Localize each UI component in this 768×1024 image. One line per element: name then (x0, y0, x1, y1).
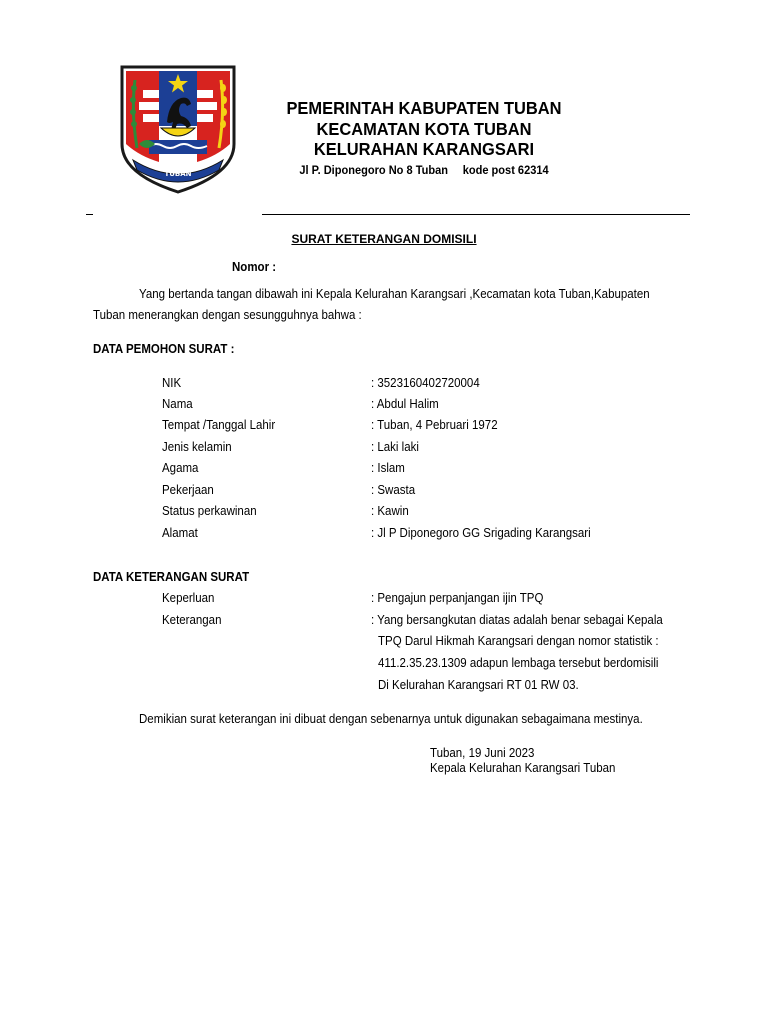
field-value: : Abdul Halim (371, 397, 439, 411)
remark-line-4: Di Kelurahan Karangsari RT 01 RW 03. (378, 678, 579, 692)
emblem-ribbon-text: TUBAN (164, 170, 192, 178)
field-value: : Swasta (371, 483, 416, 497)
letterhead-address: Jl P. Diponegoro No 8 Tuban (299, 162, 449, 177)
field-label: Agama (162, 461, 199, 475)
separator-short (86, 214, 93, 215)
field-value: : Laki laki (371, 440, 419, 454)
field-label: Jenis kelamin (162, 440, 232, 454)
letterhead-village: KELURAHAN KARANGSARI (313, 139, 535, 159)
details-section-title: DATA KETERANGAN SURAT (93, 570, 250, 584)
letterhead-district: KECAMATAN KOTA TUBAN (316, 118, 532, 139)
field-label: Pekerjaan (162, 483, 214, 497)
field-label: Tempat /Tanggal Lahir (162, 418, 276, 432)
remark-line-2: TPQ Darul Hikmah Karangsari dengan nomor statistik : (378, 634, 659, 648)
purpose-value: : Pengajun perpanjangan ijin TPQ (371, 591, 544, 605)
field-label: Nama (162, 397, 193, 411)
field-value: : Islam (371, 461, 405, 475)
letterhead-address-line (277, 163, 571, 177)
remark-label: Keterangan (162, 613, 222, 627)
tuban-emblem-logo (119, 62, 237, 194)
field-value: : Tuban, 4 Pebruari 1972 (371, 418, 498, 432)
applicant-section-title: DATA PEMOHON SURAT : (93, 342, 235, 356)
signature-date: Tuban, 19 Juni 2023 (430, 746, 535, 760)
intro-line-1: Yang bertanda tangan dibawah ini Kepala Kelurahan Karangsari ,Kecamatan kota Tuban,Kabupaten (139, 287, 650, 301)
letterhead (264, 98, 584, 177)
separator-line (262, 214, 690, 215)
field-label: Status perkawinan (162, 504, 257, 518)
field-value: : Jl P Diponegoro GG Srigading Karangsari (371, 526, 591, 540)
letter-title: SURAT KETERANGAN DOMISILI (291, 232, 477, 246)
field-label: NIK (162, 376, 182, 390)
field-value: : Kawin (371, 504, 409, 518)
purpose-label: Keperluan (162, 591, 215, 605)
letter-number-label: Nomor : (232, 260, 277, 274)
field-value: : 3523160402720004 (371, 376, 480, 390)
closing-statement: Demikian surat keterangan ini dibuat dengan sebenarnya untuk digunakan sebagaimana mestinya. (139, 712, 643, 726)
letterhead-government: PEMERINTAH KABUPATEN TUBAN (286, 98, 562, 118)
field-label: Alamat (162, 526, 198, 540)
intro-line-2: Tuban menerangkan dengan sesungguhnya bahwa : (93, 308, 362, 322)
remark-line-1: : Yang bersangkutan diatas adalah benar sebagai Kepala (371, 613, 663, 627)
signer-title: Kepala Kelurahan Karangsari Tuban (430, 761, 616, 775)
remark-line-3: 411.2.35.23.1309 adapun lembaga tersebut berdomisili (378, 656, 659, 670)
letterhead-postcode: kode post 62314 (462, 162, 549, 177)
